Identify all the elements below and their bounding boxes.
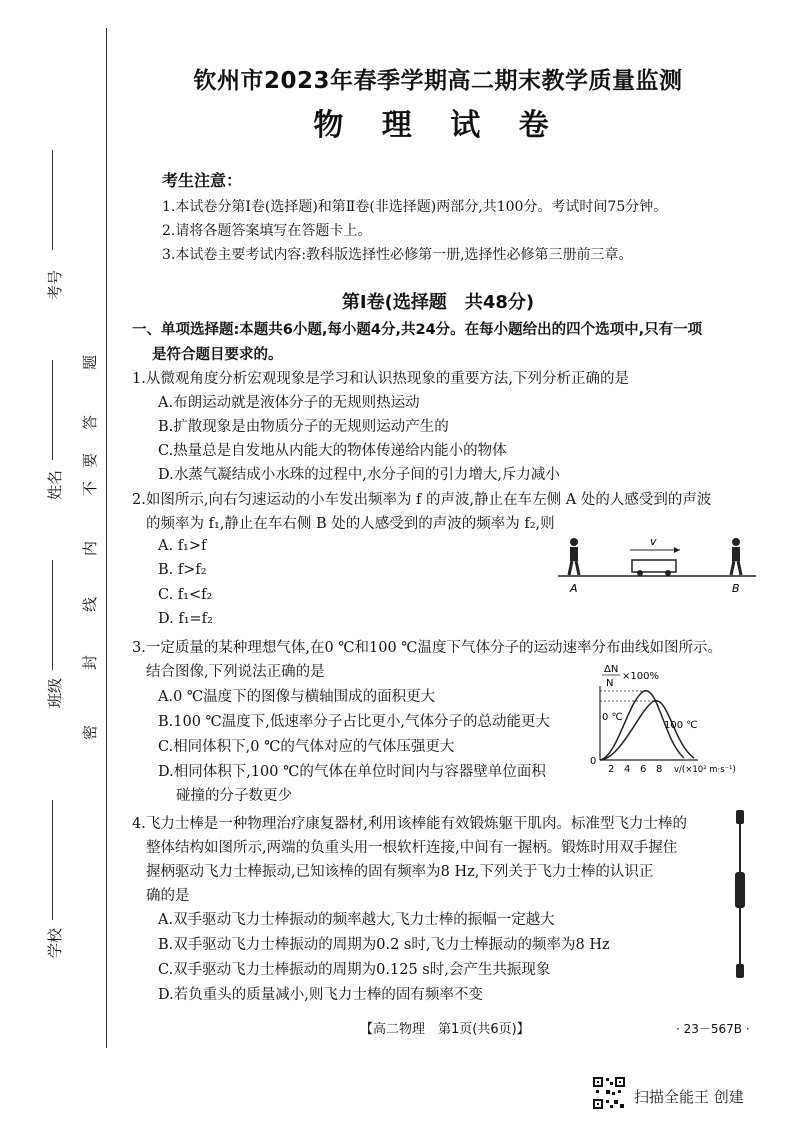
y-label-numerator: ΔN — [604, 664, 619, 675]
option: A.布朗运动就是液体分子的无规则热运动 — [158, 395, 420, 411]
page-footer: 【高二物理 第1页(共6页)】 — [360, 1022, 530, 1037]
seal-char: 内 — [81, 540, 100, 557]
y-label-suffix: ×100% — [622, 671, 659, 682]
exam-number-label: 考号 — [46, 269, 64, 300]
question-stem: 整体结构如图所示,两端的负重头用一根软杆连接,中间有一握柄。锻炼时用双手握住 — [146, 840, 678, 856]
notice-heading: 考生注意： — [162, 171, 243, 190]
question-stem: 2.如图所示,向右匀速运动的小车发出频率为 f 的声波,静止在车左侧 A 处的人感受到的声波 — [132, 492, 712, 508]
notice-item: 2.请将各题答案填写在答题卡上。 — [162, 223, 372, 239]
scanner-watermark: 扫描全能王 创建 — [634, 1088, 744, 1106]
point-b-label: B — [732, 582, 740, 595]
seal-char: 线 — [81, 596, 100, 613]
seal-char: 密 — [81, 724, 100, 741]
arrowhead-icon — [674, 547, 680, 553]
option: D. f₁=f₂ — [158, 611, 213, 627]
school-label: 学校 — [46, 927, 64, 958]
y-label-denominator: N — [606, 678, 614, 689]
option: B.扩散现象是由物质分子的无规则运动产生的 — [158, 419, 449, 435]
x-axis-label: v/(×10² m·s⁻¹) — [674, 765, 736, 775]
curve-0c-label: 0 ℃ — [602, 712, 623, 723]
binding-line — [106, 28, 107, 1048]
option: B.双手驱动飞力士棒振动的周期为0.2 s时,飞力士棒振动的频率为8 Hz — [158, 937, 610, 953]
question-stem: 结合图像,下列说法正确的是 — [146, 664, 325, 680]
name-blank — [52, 360, 53, 460]
weight-head-bottom — [736, 964, 744, 978]
seal-char: 要 — [81, 452, 100, 469]
section-title: 第Ⅰ卷(选择题 共48分) — [341, 292, 535, 313]
grip-handle — [735, 872, 745, 908]
cart-icon — [632, 560, 676, 576]
class-blank — [52, 560, 53, 670]
question-stem: 确的是 — [146, 888, 190, 904]
notice-item: 1.本试卷分第Ⅰ卷(选择题)和第Ⅱ卷(非选择题)两部分,共100分。考试时间75分钟。 — [162, 199, 668, 215]
qr-code-icon — [592, 1076, 626, 1110]
curve-100c-label: 100 ℃ — [664, 720, 698, 731]
person-b-icon — [731, 538, 741, 575]
seal-char: 题 — [81, 354, 100, 371]
option: B.100 ℃温度下,低速率分子占比更小,气体分子的总动能更大 — [158, 714, 550, 730]
option: D.相同体积下,100 ℃的气体在单位时间内与容器壁单位面积 — [158, 764, 546, 780]
velocity-label: v — [650, 535, 657, 548]
option: C.相同体积下,0 ℃的气体对应的气体压强更大 — [158, 739, 455, 755]
option: A.0 ℃温度下的图像与横轴围成的面积更大 — [158, 689, 436, 705]
option: C. f₁<f₂ — [158, 587, 213, 603]
option: D.若负重头的质量减小,则飞力士棒的固有频率不变 — [158, 987, 483, 1003]
option: B. f>f₂ — [158, 562, 207, 578]
notice-item: 3.本试卷主要考试内容:教科版选择性必修第一册,选择性必修第三册前三章。 — [162, 247, 633, 263]
seal-char: 封 — [81, 654, 100, 671]
question-stem: 3.一定质量的某种理想气体,在0 ℃和100 ℃温度下气体分子的运动速率分布曲线如图所示。 — [132, 640, 723, 656]
x-tick: 2 — [608, 764, 615, 775]
x-tick: 4 — [624, 764, 631, 775]
exam-title: 钦州市2023年春季学期高二期末教学质量监测 — [193, 68, 683, 94]
school-blank — [52, 800, 53, 920]
doppler-figure — [556, 532, 760, 600]
x-tick: 8 — [656, 764, 663, 775]
speed-distribution-figure — [588, 660, 764, 778]
question-stem: 4.飞力士棒是一种物理治疗康复器材,利用该棒能有效锻炼躯干肌肉。标准型飞力士棒的 — [132, 816, 687, 832]
binding-margin — [0, 0, 118, 1124]
seal-char: 不 — [81, 480, 100, 497]
name-label: 姓名 — [46, 469, 64, 500]
weight-head-top — [736, 810, 744, 824]
part-instruction: 一、单项选择题:本题共6小题,每小题4分,共24分。在每小题给出的四个选项中,只有一项 — [132, 322, 703, 338]
paper-code: · 23－567B · — [676, 1022, 750, 1036]
option: A.双手驱动飞力士棒振动的频率越大,飞力士棒的振幅一定越大 — [158, 912, 555, 928]
option-continuation: 碰撞的分子数更少 — [176, 788, 292, 804]
seal-char: 答 — [81, 414, 100, 431]
question-stem: 握柄驱动飞力士棒振动,已知该棒的固有频率为8 Hz,下列关于飞力士棒的认识正 — [146, 864, 654, 880]
part-instruction: 是符合题目要求的。 — [152, 347, 283, 363]
point-a-label: A — [570, 582, 578, 595]
option: C.双手驱动飞力士棒振动的周期为0.125 s时,会产生共振现象 — [158, 962, 551, 978]
exam-number-blank — [52, 150, 53, 250]
option: C.热量总是自发地从内能大的物体传递给内能小的物体 — [158, 443, 507, 459]
class-label: 班级 — [46, 677, 64, 708]
question-stem: 1.从微观角度分析宏观现象是学习和认识热现象的重要方法,下列分析正确的是 — [132, 371, 629, 387]
option: D.水蒸气凝结成小水珠的过程中,水分子间的引力增大,斥力减小 — [158, 467, 560, 483]
exam-subtitle: 物 理 试 卷 — [313, 108, 563, 143]
origin-label: 0 — [590, 756, 597, 767]
question-stem: 的频率为 f₁,静止在车右侧 B 处的人感受到的声波的频率为 f₂,则 — [146, 516, 555, 532]
option: A. f₁>f — [158, 538, 207, 554]
flexi-bar-figure — [728, 808, 752, 980]
x-tick: 6 — [640, 764, 647, 775]
person-a-icon — [569, 538, 579, 575]
